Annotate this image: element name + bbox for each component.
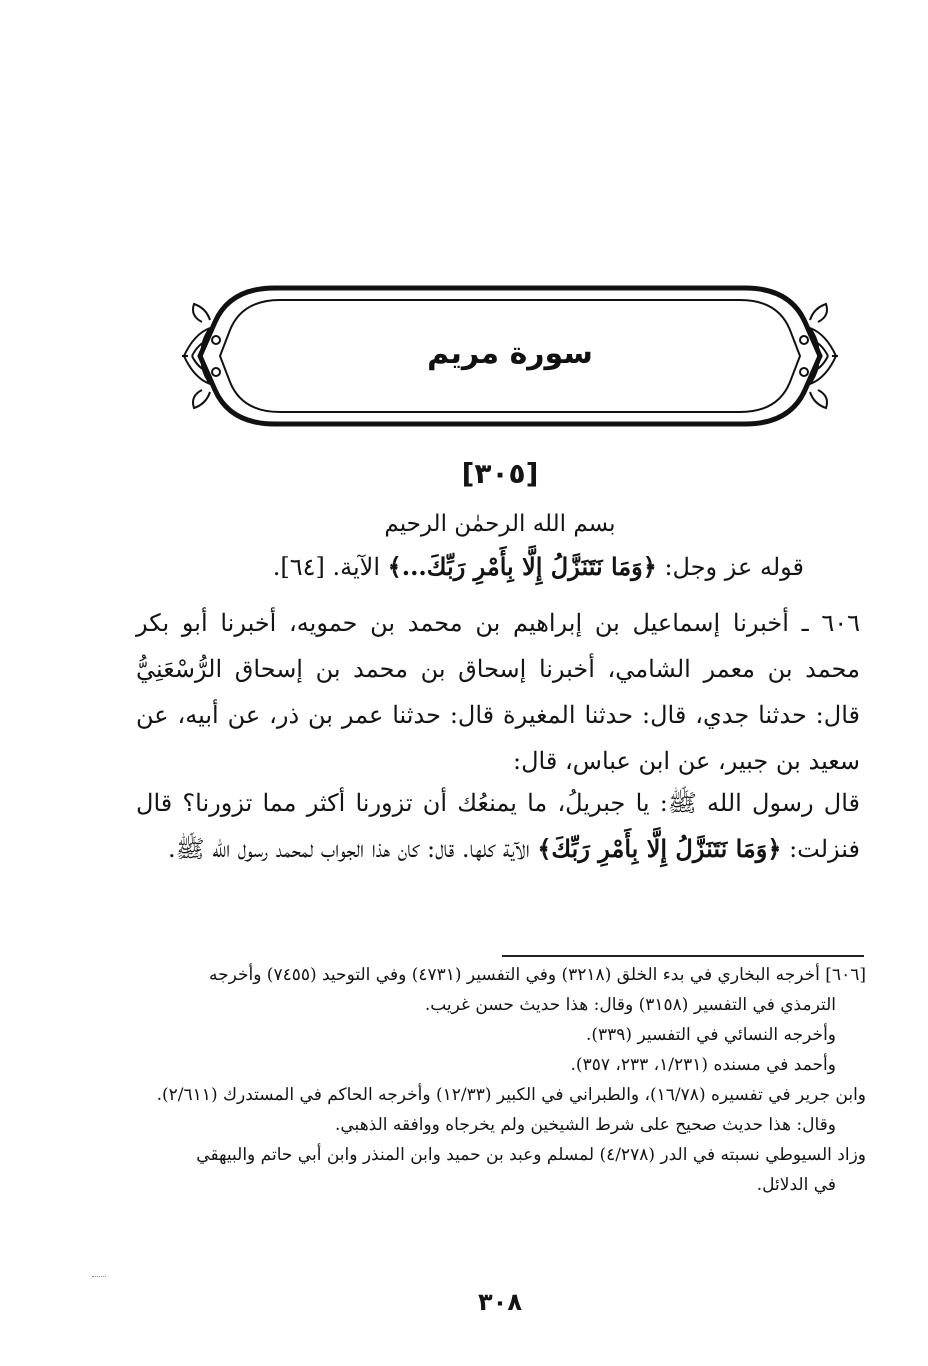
footnote-line: الترمذي في التفسير (٣١٥٨) وقال: هذا حديث حسن غريب.	[424, 995, 836, 1015]
footnote-line: وقال: هذا حديث صحيح على شرط الشيخين ولم يخرجاه ووافقه الذهبي.	[334, 1115, 836, 1135]
footnote-line: وابن جرير في تفسيره (١٦/٧٨)، والطبراني في الكبير (١٢/٣٣) وأخرجه الحاكم في المستدرك (٢/٦١١).	[156, 1085, 866, 1105]
verse-heading	[84, 548, 804, 586]
footnote-line: [٦٠٦] أخرجه البخاري في بدء الخلق (٣٢١٨) وفي التفسير (٤٧٣١) وفي التوحيد (٧٤٥٥) وأخرجه	[208, 965, 866, 985]
footnotes	[140, 960, 866, 1200]
footnote-line: وأحمد في مسنده (١/٢٣١، ٢٣٣، ٣٥٧).	[570, 1055, 836, 1075]
basmala: بسم الله الرحمٰن الرحيم	[384, 511, 616, 537]
footnote-divider	[502, 955, 864, 957]
scan-artifact	[92, 1276, 106, 1279]
section-number: [٣٠٥]	[461, 457, 539, 490]
surah-title-cartouche	[180, 282, 840, 430]
hadith-isnad: ٦٠٦ ـ أخبرنا إسماعيل بن إبراهيم بن محمد بن حمويه، أخبرنا أبو بكر محمد بن معمر الشامي، أخبرنا إسحاق بن محمد بن إسحاق الرُّسْعَنِيُّ قال: حدثنا جدي، قال: حدثنا المغيرة قال: حدثنا عمر بن ذر، عن أبيه، عن سعيد بن جبير، عن ابن عباس، قال:	[136, 609, 860, 775]
surah-title: سورة مريم	[427, 336, 593, 371]
matn-text-2: الآية كلها. قال: كان هذا الجواب لمحمد رسول الله ﷺ.	[167, 835, 538, 863]
verse-intro: قوله عز وجل:	[656, 553, 804, 581]
footnote-line: وأخرجه النسائي في التفسير (٣٣٩).	[585, 1025, 836, 1045]
hadith-matn	[136, 780, 860, 872]
verse-quote: ﴿وَمَا نَتَنَزَّلُ إِلَّا بِأَمْرِ رَبِّكَ...﴾	[387, 552, 657, 581]
footnote-line: في الدلائل.	[756, 1175, 836, 1195]
matn-text-1: قال رسول الله ﷺ: يا جبريلُ، ما يمنعُك أن تزورنا أكثر مما تزورنا؟ قال فنزلت:	[136, 789, 860, 863]
matn-quote: ﴿وَمَا نَتَنَزَّلُ إِلَّا بِأَمْرِ رَبِّكَ﴾	[537, 834, 782, 863]
verse-reference: الآية. [٦٤].	[272, 553, 388, 581]
page-number: ٣٠٨	[478, 1288, 522, 1316]
footnote-line: وزاد السيوطي نسبته في الدر (٤/٢٧٨) لمسلم وعبد بن حميد وابن المنذر وابن أبي حاتم والبيهقي	[196, 1145, 866, 1165]
